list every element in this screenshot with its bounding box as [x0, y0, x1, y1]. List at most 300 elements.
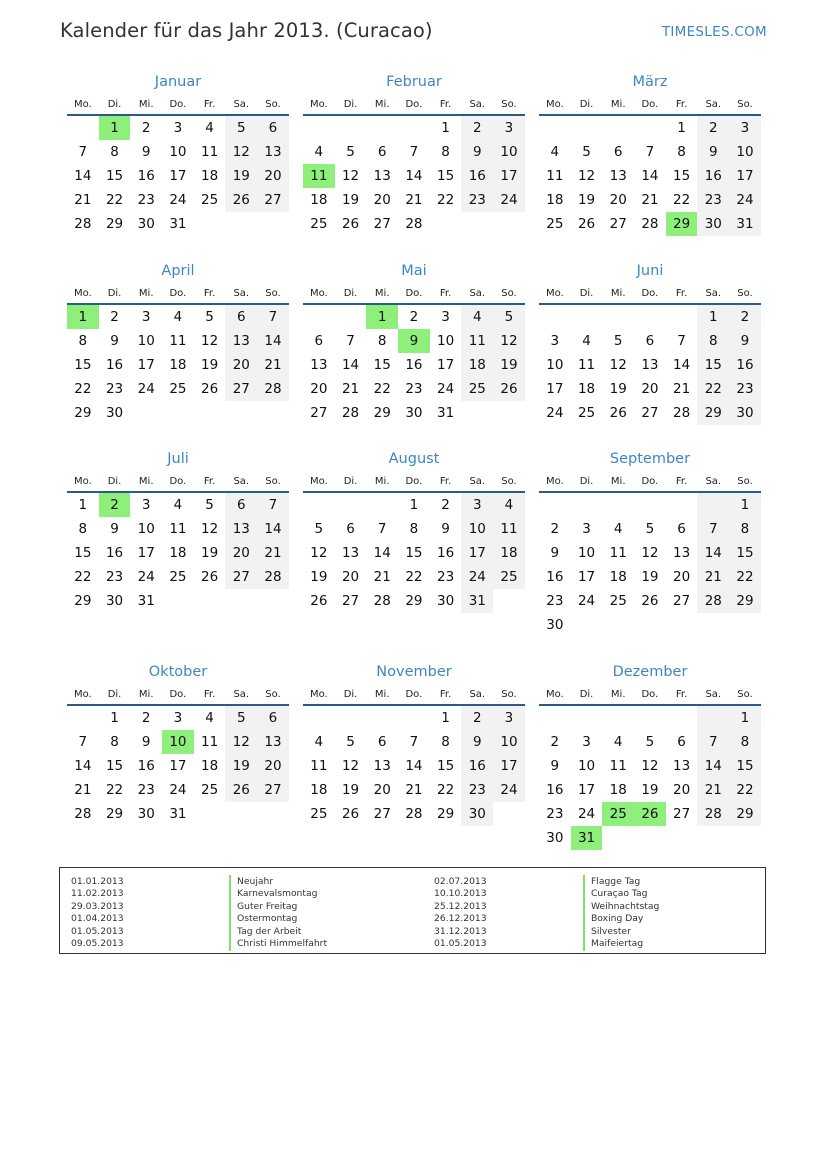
day: 19: [341, 782, 360, 798]
legend-date: 11.02.2013: [71, 888, 124, 900]
day: 19: [225, 164, 257, 188]
day: 6: [257, 706, 289, 730]
weekday-label: Di.: [579, 476, 594, 487]
day: 30: [546, 617, 564, 633]
empty-cell: [634, 706, 666, 730]
empty-cell: [366, 116, 398, 140]
day: 6: [677, 734, 686, 750]
legend-holiday-name: Weihnachtstag: [591, 900, 660, 912]
day: 11: [609, 758, 627, 774]
day: 4: [613, 521, 623, 537]
day-grid: [303, 305, 525, 425]
day-grid: [303, 706, 525, 826]
day: 16: [105, 545, 124, 561]
legend-date: 31.12.2013: [434, 925, 487, 937]
day: 24: [169, 782, 187, 798]
day-grid: [67, 305, 289, 425]
weekday-label: Do.: [641, 288, 659, 299]
day: 23: [697, 188, 729, 212]
day: 30: [729, 401, 761, 425]
weekday-label: Mi.: [138, 99, 154, 110]
month-4: [67, 261, 289, 425]
day: 26: [201, 569, 219, 585]
day: 13: [341, 545, 360, 561]
day: 23: [137, 192, 155, 208]
day: 13: [609, 168, 627, 184]
day: 20: [341, 569, 360, 585]
day: 12: [225, 140, 257, 164]
weekday-label: Do.: [405, 476, 423, 487]
weekday-label: Mo.: [73, 689, 92, 700]
day: 2: [141, 120, 151, 136]
legend-dates-left: [71, 876, 124, 950]
day: 23: [137, 782, 155, 798]
empty-cell: [335, 305, 367, 329]
weekday-header: [539, 473, 761, 491]
holiday-day: 1: [99, 116, 131, 140]
day: 3: [493, 706, 525, 730]
weekday-label: Di.: [343, 99, 358, 110]
weekday-label: Do.: [641, 99, 659, 110]
weekday-label: Do.: [169, 689, 187, 700]
day: 1: [409, 497, 419, 513]
day: 15: [697, 353, 729, 377]
day: 8: [409, 521, 419, 537]
day: 28: [641, 216, 659, 232]
day: 15: [673, 168, 691, 184]
day: 14: [697, 754, 729, 778]
month-10: [67, 662, 289, 826]
day: 1: [110, 710, 119, 726]
legend-holiday-name: Karnevalsmontag: [237, 888, 318, 900]
day: 27: [609, 216, 627, 232]
day: 24: [137, 569, 155, 585]
weekday-label: Fr.: [675, 476, 688, 487]
weekday-label: So.: [737, 476, 753, 487]
weekday-label: Mi.: [374, 99, 390, 110]
weekday-label: Fr.: [439, 476, 452, 487]
day: 23: [729, 377, 761, 401]
day: 4: [173, 309, 183, 325]
site-link[interactable]: TIMESLES.COM: [661, 24, 767, 40]
day: 26: [493, 377, 525, 401]
day: 22: [74, 381, 92, 397]
holiday-day: 2: [99, 493, 131, 517]
day: 21: [74, 782, 92, 798]
day: 31: [137, 593, 155, 609]
day: 14: [74, 168, 92, 184]
day: 6: [677, 521, 686, 537]
day: 20: [257, 164, 289, 188]
weekday-label: Mi.: [610, 476, 626, 487]
day: 11: [546, 168, 564, 184]
weekday-label: So.: [501, 476, 517, 487]
day: 7: [346, 333, 355, 349]
day: 5: [645, 734, 655, 750]
day: 26: [641, 593, 659, 609]
day: 29: [74, 405, 92, 421]
day: 3: [550, 333, 560, 349]
day: 1: [729, 706, 761, 730]
day: 8: [78, 521, 88, 537]
weekday-label: Mi.: [610, 99, 626, 110]
day: 8: [677, 144, 686, 160]
weekday-label: Fr.: [203, 288, 216, 299]
day: 10: [577, 545, 596, 561]
day: 5: [493, 305, 525, 329]
day: 25: [609, 593, 627, 609]
day: 20: [673, 782, 691, 798]
day: 19: [341, 192, 360, 208]
weekday-header: [303, 686, 525, 704]
day: 10: [577, 758, 596, 774]
day-grid: [67, 493, 289, 613]
day: 5: [582, 144, 591, 160]
weekday-label: Sa.: [233, 288, 250, 299]
day: 25: [577, 405, 596, 421]
day: 2: [141, 710, 151, 726]
weekday-label: Di.: [579, 99, 594, 110]
day: 17: [577, 569, 596, 585]
day: 23: [546, 806, 564, 822]
day: 29: [105, 216, 124, 232]
day: 9: [110, 521, 119, 537]
weekday-label: So.: [501, 689, 517, 700]
legend-bar-right: [583, 875, 585, 951]
day: 2: [110, 309, 119, 325]
day: 17: [169, 168, 187, 184]
day: 24: [169, 192, 187, 208]
day: 17: [546, 381, 564, 397]
day: 25: [201, 192, 219, 208]
empty-cell: [303, 493, 335, 517]
day: 22: [437, 192, 455, 208]
month-5: [303, 261, 525, 425]
day: 21: [405, 192, 423, 208]
day: 28: [257, 565, 289, 589]
day: 16: [461, 164, 493, 188]
month-3: [539, 72, 761, 236]
day: 16: [697, 164, 729, 188]
day: 27: [257, 188, 289, 212]
empty-cell: [539, 116, 571, 140]
day: 1: [441, 710, 450, 726]
weekday-header: [539, 686, 761, 704]
day: 5: [314, 521, 324, 537]
weekday-label: Di.: [343, 476, 358, 487]
weekday-label: Mi.: [374, 689, 390, 700]
day: 7: [677, 333, 686, 349]
day: 22: [373, 381, 391, 397]
day: 2: [550, 521, 560, 537]
day: 21: [373, 569, 391, 585]
day: 16: [546, 782, 564, 798]
day: 20: [225, 353, 257, 377]
weekday-label: Sa.: [705, 689, 722, 700]
legend-holiday-name: Ostermontag: [237, 913, 298, 925]
day: 12: [641, 545, 659, 561]
day: 11: [493, 517, 525, 541]
day: 21: [341, 381, 360, 397]
day: 14: [257, 517, 289, 541]
weekday-header: [67, 285, 289, 303]
day: 28: [373, 593, 391, 609]
day: 22: [697, 377, 729, 401]
day: 10: [546, 357, 564, 373]
day: 12: [310, 545, 328, 561]
weekday-label: Do.: [169, 99, 187, 110]
day: 5: [205, 309, 214, 325]
day: 10: [137, 521, 155, 537]
empty-cell: [602, 305, 634, 329]
day: 30: [461, 802, 493, 826]
day: 5: [645, 521, 655, 537]
day: 17: [461, 541, 493, 565]
day: 13: [373, 168, 391, 184]
weekday-label: Mi.: [610, 288, 626, 299]
day: 1: [677, 120, 686, 136]
weekday-label: Di.: [107, 288, 122, 299]
day: 14: [405, 168, 423, 184]
day: 4: [461, 305, 493, 329]
day: 7: [409, 734, 419, 750]
day: 18: [493, 541, 525, 565]
day: 22: [405, 569, 423, 585]
empty-cell: [634, 305, 666, 329]
empty-cell: [366, 706, 398, 730]
page-title: Kalender für das Jahr 2013. (Curacao): [60, 19, 433, 42]
day: 8: [697, 329, 729, 353]
day: 4: [173, 497, 183, 513]
day: 27: [257, 778, 289, 802]
month-11: [303, 662, 525, 826]
day: 29: [729, 802, 761, 826]
day: 21: [641, 192, 659, 208]
day: 9: [461, 730, 493, 754]
holiday-day: 11: [303, 164, 335, 188]
weekday-label: Sa.: [233, 99, 250, 110]
weekday-label: Di.: [579, 689, 594, 700]
weekday-label: Mi.: [374, 476, 390, 487]
day: 15: [729, 754, 761, 778]
month-1: [67, 72, 289, 236]
weekday-label: So.: [265, 288, 281, 299]
day: 18: [609, 782, 627, 798]
month-7: [67, 449, 289, 613]
day: 17: [437, 357, 455, 373]
weekday-header: [539, 96, 761, 114]
day: 23: [105, 569, 124, 585]
day: 24: [729, 188, 761, 212]
day: 15: [405, 545, 423, 561]
day: 4: [205, 710, 214, 726]
day: 16: [546, 569, 564, 585]
month-name: Juli: [167, 451, 189, 467]
day: 3: [141, 497, 151, 513]
day: 14: [257, 329, 289, 353]
day: 20: [310, 381, 328, 397]
weekday-label: Sa.: [705, 476, 722, 487]
weekday-label: Mi.: [138, 476, 154, 487]
day: 15: [105, 758, 124, 774]
day: 19: [609, 381, 627, 397]
day: 13: [310, 357, 328, 373]
day-grid: [539, 116, 761, 236]
day: 11: [461, 329, 493, 353]
day: 8: [729, 730, 761, 754]
day: 3: [493, 116, 525, 140]
empty-cell: [335, 706, 367, 730]
day: 11: [310, 758, 328, 774]
weekday-label: Sa.: [705, 99, 722, 110]
legend-holiday-name: Curaçao Tag: [591, 888, 648, 900]
day: 16: [729, 353, 761, 377]
day: 4: [613, 734, 623, 750]
day: 12: [577, 168, 596, 184]
day: 11: [201, 734, 219, 750]
day: 19: [201, 357, 219, 373]
day: 19: [577, 192, 596, 208]
day: 3: [461, 493, 493, 517]
holiday-day: 9: [398, 329, 430, 353]
day: 28: [697, 589, 729, 613]
day: 4: [314, 734, 324, 750]
day: 7: [78, 734, 88, 750]
day: 13: [225, 329, 257, 353]
empty-cell: [303, 116, 335, 140]
day: 8: [441, 144, 450, 160]
day: 24: [461, 565, 493, 589]
weekday-label: Fr.: [203, 689, 216, 700]
day: 7: [697, 730, 729, 754]
day: 8: [441, 734, 450, 750]
empty-cell: [602, 116, 634, 140]
day: 24: [577, 806, 596, 822]
weekday-label: Di.: [343, 288, 358, 299]
month-name: Mai: [401, 263, 427, 279]
holiday-day: 1: [67, 305, 99, 329]
weekday-header: [303, 285, 525, 303]
day: 6: [377, 734, 387, 750]
empty-cell: [666, 706, 698, 730]
day: 29: [697, 401, 729, 425]
day: 9: [141, 144, 151, 160]
day: 13: [257, 140, 289, 164]
day: 18: [201, 168, 219, 184]
day: 28: [405, 806, 423, 822]
weekday-label: Mo.: [309, 99, 328, 110]
day: 14: [405, 758, 423, 774]
day: 5: [225, 706, 257, 730]
day: 7: [409, 144, 419, 160]
day: 3: [441, 309, 450, 325]
day: 4: [550, 144, 560, 160]
empty-cell: [571, 706, 603, 730]
day: 26: [310, 593, 328, 609]
weekday-label: Mo.: [73, 476, 92, 487]
weekday-label: So.: [501, 288, 517, 299]
day: 12: [609, 357, 627, 373]
day: 2: [729, 305, 761, 329]
day: 7: [697, 517, 729, 541]
day: 18: [201, 758, 219, 774]
day: 29: [373, 405, 391, 421]
day: 28: [697, 802, 729, 826]
day-grid: [67, 116, 289, 236]
day: 2: [697, 116, 729, 140]
day: 25: [310, 806, 328, 822]
day: 25: [169, 381, 187, 397]
day: 24: [546, 405, 564, 421]
day: 11: [169, 333, 187, 349]
month-name: August: [388, 451, 440, 467]
day: 18: [310, 192, 328, 208]
empty-cell: [539, 706, 571, 730]
day: 30: [546, 830, 564, 846]
weekday-label: Sa.: [469, 288, 486, 299]
day: 18: [609, 569, 627, 585]
weekday-label: So.: [501, 99, 517, 110]
day: 15: [105, 168, 124, 184]
day: 20: [225, 541, 257, 565]
day: 26: [225, 188, 257, 212]
day: 22: [74, 569, 92, 585]
weekday-label: Do.: [169, 476, 187, 487]
day: 3: [729, 116, 761, 140]
day: 6: [346, 521, 355, 537]
day: 22: [673, 192, 691, 208]
month-name: März: [632, 74, 668, 90]
weekday-label: So.: [737, 99, 753, 110]
day: 5: [346, 144, 355, 160]
day: 25: [493, 565, 525, 589]
day: 17: [577, 782, 596, 798]
weekday-header: [67, 96, 289, 114]
day: 18: [169, 357, 187, 373]
weekday-label: Sa.: [469, 476, 486, 487]
legend-date: 01.01.2013: [71, 876, 124, 887]
weekday-label: Di.: [107, 689, 122, 700]
month-name: Dezember: [612, 664, 688, 680]
day: 28: [405, 216, 423, 232]
day: 27: [341, 593, 360, 609]
empty-cell: [602, 493, 634, 517]
weekday-label: Sa.: [233, 476, 250, 487]
empty-cell: [67, 706, 99, 730]
day: 20: [609, 192, 627, 208]
legend-date: 01.05.2013: [71, 925, 124, 937]
day: 31: [437, 405, 455, 421]
day: 7: [257, 493, 289, 517]
day: 10: [437, 333, 455, 349]
day: 1: [441, 120, 450, 136]
day: 18: [169, 545, 187, 561]
day: 25: [169, 569, 187, 585]
legend-bar-left: [229, 875, 231, 951]
day: 20: [257, 754, 289, 778]
month-name: Juni: [636, 263, 664, 279]
day: 16: [137, 758, 155, 774]
day: 23: [105, 381, 124, 397]
day: 10: [493, 730, 525, 754]
weekday-label: Mi.: [138, 689, 154, 700]
day: 10: [493, 140, 525, 164]
day: 8: [110, 734, 119, 750]
empty-cell: [539, 305, 571, 329]
day: 14: [673, 357, 691, 373]
legend-date: 29.03.2013: [71, 900, 124, 912]
month-name: November: [376, 664, 452, 680]
